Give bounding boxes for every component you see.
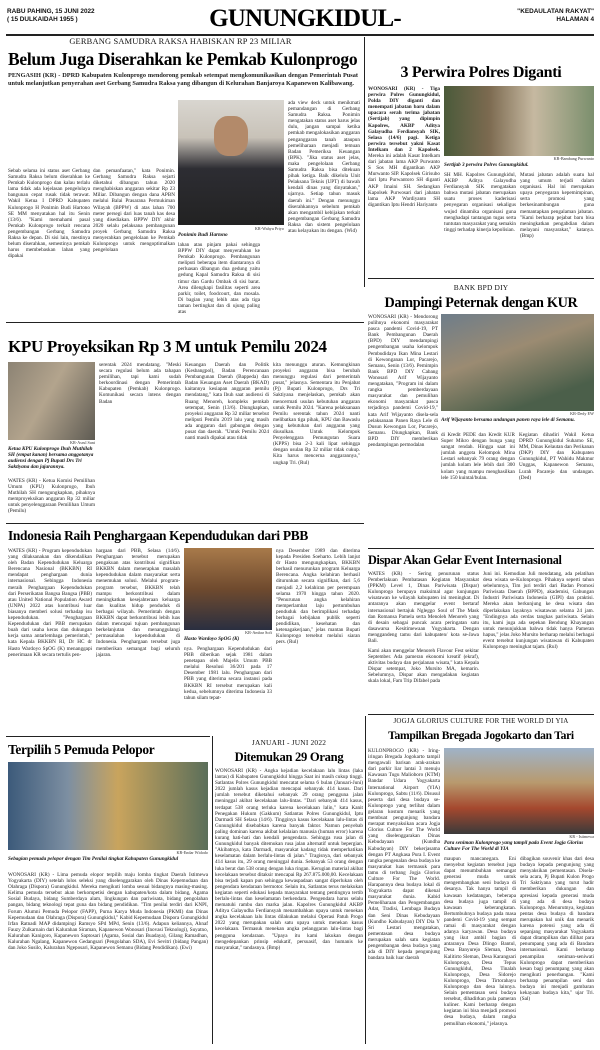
a6-photo	[184, 548, 272, 630]
a1-photo-caption: Ponimin Budi Hartono	[178, 232, 228, 238]
a2-col2: SH MH. Kapolres Gunungkidul, AKBP Aditya Galayudha Ferdiansyah SIK mengatakan bahwa mutasi jabatan merupakan suatu proses kaderisasi penyegaran organisasi sekaligus wujud dinamika organisasi guna menghadapi tantangan tugas serta tuntutan masyarakat yang semakin tinggi terhadap kinerja kepolisian.	[444, 172, 516, 233]
a2-photo-caption: Sertijab 3 perwira Polres Gunungkidul.	[444, 162, 529, 168]
a4-kicker: BANK BPD DIY	[453, 283, 509, 292]
divider-a9-top	[368, 714, 594, 715]
a9-photo	[444, 748, 594, 834]
a2-col1	[368, 86, 440, 272]
a1-photo-credit: KR-Wahyu Priyo	[254, 226, 284, 231]
a8-kicker: JANUARI - JUNI 2022	[251, 738, 327, 747]
divider-a5-top	[368, 548, 594, 549]
a5-headline: Dispar Akan Gelar Event Internasional	[368, 553, 562, 567]
a7-headline: Terpilih 5 Pemuda Pelopor	[8, 742, 155, 757]
a9-col1: KULONPROGO (KR) - Iring-iringan Bregada Jogokarto tampil mengawali barisan arak-arakan dari parkir liar lantai 3 menuju Kawasan Tugu Malioboro (KTM) Bandar Udara Yogyakarta International Airport (YIA) Kulonprogo, Sabtu (11/6). Disusul peserta dari desa budaya se-Kulonprogo yang terlibat dalam gelaran kostum menarik yang membuat pengunjung bandara merapat menyaksikan acara Jogja Glorius Culture For The World yang diselenggarakan Dinas Kebudayaan (Kundha Kabudayan) DIY bekerjasama dengan PT Angkasa Pura I. Event rangka pengenalan desa budaya ke masyarakat luas termasuk para tamu di terbang Jogja Glorius Culture For The World. Harapannya desa budaya lokal di Yogyakarta dapat dikenal masyarakat dunia. Kabid Pemeliharaan dan Pengembangan Adat, Tradisi, Lembaga Budaya dan Seni Dinas Kebudayaan (Kundho Kabudayan) DIY Dia Y Sri Lestari mengatakan, pementasan desa budaya merupakan salah satu kegiatan pengembangan desa budaya yang ada di DIY kepada pengunjung bandara baik luar daerah	[368, 748, 440, 962]
a6-col2: hargaan dari PBB, Selasa (14/6). Penghargaan tersebut merupakan pengakuan atas kontribusi signifikan BKKBN dalam menerapkan masalah kependudukan dalam masyarakat serta menemukan solusi. Melalui program-program tersebut, BKKBN telah mampu berkontribusi dalam meningkatkan kesejahteraan keluarga dan kualitas hidup penduduk di berbagai wilayah. Pemerintah dengan BKKBN dapat berkontribusi lebih luas dalam mencapai tujuan pembangunan berkelanjutan dan menanggulangi permasalahan kependudukan di Indonesia. Penghargaan tersebut juga memberikan semangat bagi seluruh jajaran.	[96, 548, 180, 658]
masthead-right-block	[476, 8, 594, 28]
a1-col2: dan pemanfaatan," kata Ponimin. Gerbang Samudra Raksa sejarti diketahui dibangun tahun 2020 menghabiskan anggaran sekitar Rp 23 Miliar. Dibangun dengan dana APBN melalui Balai Prasarana Permukiman Wilayah (BPPW) di atas lahan 700 meter persegi dari luas tanah kas desa yang disediakan. BPPW DIY akhir 2020 selalu pelaksana pembangunan proyek Gerbang Samudra Raksa menyerahkan pengelolaan ke Pemkab Kulonprogo untuk mengoptimalkan pengelolaan	[93, 168, 175, 254]
a2-col3: Mutasi jabatan adalah suatu hal yang umum terjadi dalam organisasi. Hal ini merupakan upaya penyegaran kepemimpinan, serta promosi yang berkesinambungan guna memantapkan pengalaman jabatan. "Kami berharap pejabat baru bisa meningkatkan pengabdian dalam melayani masyarakat," katanya. (Bmp)	[520, 172, 594, 239]
a9-photo-credit: KR - Istimewa	[569, 834, 594, 839]
a1-lead-text: PENGASIH (KR) - DPRD Kabupaten Kulonprogo mendorong pemkab setempat mengkomunikasikan dengan Pemerintah Pusat untuk melanjutkan penyerahan aset Gerbang Samudra Raksa yang dibangun di Kelurahan Banjaroya Kapanewon Kalibawang.	[8, 72, 358, 88]
a1-col4: ada view deck untuk menikmati pemandangan di Gerbang Samudra Raksa. Ponimin mengatakan status aset harus jelas dulu, jangan sampai ketika pemkab mengalokasikan anggaran penganggaran tanah ataupun pemeliharaan menjadi temuan Badan Pemeriksa Keuangan (BPK). "Jika status aset jelas, maka pengelolaan Gerbang Samudra Raksa bisa ditekuan pihak ketiga. Baik dikelola Unit Pelaksana Teknis (UPT) di bawah kendali dinas yang dinyatakan," ujarnya. Setiap tahun masuk daerah ini." Dengan menunggu diserahkannya sebelum pemkab akan mengambil kebijakan terkait pengembangan Gerbang Samudra Raksa dan sistem pengelolaan atau kelayakan itu dengan. (Wid)	[288, 100, 360, 234]
a2-lead: WONOSARI (KR) - Tiga perwira Polres Gunungkidul, Polda DIY diganti dan menempati jabatan baru dalam upacara serah terima jabatan (Sertijab) yang dipimpin Kapolres, AKBP Aditya Galayudha Ferdiansyah SIK, Selasa (14/6) pagi. Ketiga perwira tersebut yakni Kasat Intelkam dan 2 Kapolsek.	[368, 86, 440, 153]
masthead-date-block	[7, 8, 147, 28]
a3-col2: serentak 2024 mendatang. "Meski secara regulasi belum ada tahapan pemilihan, tapi kami sudah berkoordinasi dengan Pemerintah Kabupaten (Pemkab) Kulonprogo. Komunikasi secara intens dengan Badan	[99, 362, 181, 405]
a9-photo-caption: Para seniman Kulonprogo yang tampil pada Event Jogja Glorius Culture For The World di YIA	[444, 840, 584, 852]
a5-col3: Juni ini. Kemudian Juli mendatang, ada pelatihan desa wisata se-Kulonprogo. Pihaknya seperti tahun sebelumnya, Tim juri terdiri dari Badan Promosi Pariwisata Daerah (BPPD), akademisi, Gabungan Industri Pariwisata Indonesia (GIPI) dan praktisi. Mereka akan berkunjung ke desa wisata dan diperlakukan layaknya wisatawan selama 24 jam. "Endingnya ada cerdas tangkas pariwisata. Selain itu, kami juga ada sepekan Bendung Khayangan untuk menunjukkan bahwa tidak hanya Pameran hapus," jelas Joko Mursito berharap melalui berbagai event tersebut kunjungan wisatawan di Kabupaten Kulonprogo meningkat tajam. (Rul)	[483, 571, 594, 651]
a3-photo-credit: KR-Asrul Sani	[69, 440, 95, 445]
divider-vertical-2	[212, 736, 213, 1044]
a6-col4: nya Desember 1989 dan diterima kepada Presiden Soeharto. Lebih lanjut dr Hasto mengungkapkan, BKKBN berhasil menurunkan program Keluarga Berencana. Angka kelahiran berhasil diturunkan secara signifikan, dari 5,6 menjadi 2,2 kelahiran per perempuan selama 1970 hingga tahun 2020. "Penurunan angka kelahiran memperlambat laju pertumbuhan penduduk dan berimplikasi terhadap berbagai kebijakan publik seperti pendidikan, kesehatan dan ketenagakerjaan," jelas mantan Bupati Kulonprogo tersebut melalui siaran pers. (Rul)	[276, 548, 360, 646]
a1-photo	[178, 100, 284, 225]
a8-headline: Ditemukan 29 Orang	[234, 750, 344, 764]
a9-col2: maupun mancanegara. Eni menyebut kegiatan tersebut juga dapat menumbuhkan semangat generasi muda untuk mengembangkan seni budaya di desanya. Tak hanya tampil di kawasan kedatangan, beberapa desa budaya juga tampil di kawasan keberangkatan. Bertumbuhnya budaya pada masa pandemi Covid-19 yang sempat ramai di masyarakat dengan adanya karyawan. Desa budaya yang ikut ambil bagian di antaranya Desa Dlingo Bantul, Desa Banyurejo Sleman, Desa Kalitirto Sleman, Desa Karangsari Kulonprogo, Desa Tepus Gunungkidul, Desa Tinalah Kulonprogo, Desa Sidorejo Kulonprogo, Desa Tirtorahayu Kulonprogo dan desa lainnya. Selain pementasan seni budaya tersebut, dihadirkan pula pameran kuliner. Kami berharap dengan kegiatan ini bisa menjadi promosi desa budaya, dalam rangka pemulihan ekonomi," jelasnya.	[444, 856, 516, 1027]
a7-photo	[8, 762, 208, 850]
a2-col1-text: Mereka ini adalah Kasat Intelkam dari jabatan lama AKP Purwanto S Sos MH digantikan AKP Murwanto SIP. Kapolsek Girisubo dari Iptu Purwantoro SH diganti AKP Imaini SH. Sedangkan Kapolsek Purwosari dari jabatan lama AKP Wardiyanto SH digantikan Iptu Hendri Hariyanto	[368, 153, 440, 208]
a3-photo-caption: Ketua KPU Kulonprogo Ibuh Muthilah SH (empat kanan) bersama anggotanya audiensi dengan Pj Bupati Drs Tri Saktiyana dan jajarannya.	[8, 446, 94, 470]
a5-col2: Kami akan menggelar Menoreh Flavour Fest sekitar September. Ada pameran ekonomi kreatif (ekraf), aktivitas budaya dan perjalanan wisata," kata Kepala Dispar setempat, Joko Mursito MA, kemarin. Sebelumnya, Dispar akan mengadakan kegiatan skala lokal, Fam Trip Difabel pada	[368, 648, 479, 685]
a9-col3: dibagikan souvenir khas dari desa budaya kepada pengunjung yang menyaksikan pementasan. Disela-sela acara, Pj Bupati Kulon Progo Tri Saktiyana yang turut hadir memberikan dukungan dan apresiasi kepada generasi muda yang ada di desa budaya Kulonprogo. Menurutnya, kegiatan pentas desa budaya di bandara merupakan hal unik dan menarik karena potensi yang ada di sepanjang masyarakat Yogyakarta dapat ditampilkan dan dilihat para penumpang yang ada di Bandara internasional. Kami berharap penampilan seniman-seniwati Kulonprogo dapat memberikan kesan bagi penumpang yang akan mengikuti penerbangan. "Kami berharap penampilan seni dan budaya ini menjadi gambaran kekayaan budaya kita," ujar Tri. (Sal)	[520, 856, 594, 1003]
divider-a7-top	[6, 736, 210, 737]
a4-col1: WONOSARI (KR) - Mendorong pulihnya ekonomi masyarakat pasca pandemi Covid-19, PT Bank Pembangunan Daerah (BPD) DIY mendampingi pengembangan usaha kelompok Pembudidaya Ikan Mina Lestari di Kewonganan Lor, Pacarejo, Semanu, Senin (13/6). Pemimpin Bank BPD DIY Cabang Wonosari Arif Wijayanto mengatakan, "Program ini dalam rangka pemberdayaan masyarakat dan pemulihan ekonomi masyarakat pasca terjadinya pandemi Covid-19," kata Arif Wijayanto disela-sela pelaksanaan Panen Raya Lele di Dusun Kewongan Lor, Pacarejo, Semanu. Diungkapkan, Bank BPD DIY memberikan pendampingan permodalan	[368, 314, 438, 448]
a5-col1: WATES (KR) - Sering penurunan status Pemberlakuan Pembatasan Kegiatan Masyarakat (PPKM) Level 1, Dinas Pariwisata (Dispar) Kulonprogo berupaya maksimal agar kunjungan wisatawan ke wilayah kabupaten ini meningkat. Di antaranya akan menggelar event bertaraf internasional bertajuk Ngleggo Soul of The Mask dan Romansa Pamela serta Menoleh Menoreh yang di desain sebagai puncak acara peringatan satu dasawarsa Kesitimewaan Yogyakarta. Dengan menggandeng tamu dari kabupaten/ kota se-Jawa Bali.	[368, 571, 479, 645]
a6-photo-caption: Hasto Wardoyo SpOG (K)	[184, 636, 240, 642]
a1-photo-face	[214, 116, 248, 156]
a3-photo	[8, 362, 95, 440]
a7-body: WONOSARI (KR) - Lima pemuda elopor terpilih maju lomba tingkat Daerah Istimewa Yogyakarta (DIY) setelah lolos seleksi yang diselenggarakan oleh Dinas Kepemudaan dan Olahraga (Dispora) Gunungkidul. Mereka mengikuti lomba sesuai bidangnya masing-masing. Kelima pemuda tersebut akan berkompetisi dengan kabupaten/kota dalam bidang, Agama Sosial Budaya, bidang Sumberdaya alam, lingkungan dan pariwisata, bidang pengolahan pangan, bidang teknologi tepat guna dan bidang pendidikan. "Tim penilai terdiri dari KNPI, Forum Alumni Pemuda Pelopor (FAPP), Purna Karya Muda Indonesia (PKMI) dan Dinas Kepemudaan dan Olahraga (Dispora) Gunungkidul," Kabid Kepemudaan Dispora Gunungkidul Irfan Ratnadi MAP didampingi Ramsyo SPd MPd, Senin (13/6). Adapun keliannya, Ahnaf Fauzy Zulkarnain dari Kalurahan Siraman, Kapanewon Wonosari (Inovasi Teknologi), Suyatno, Kalurahan Kanigoro, Kapanewon Saptosari (Agama, Sosial dan Buadaya), Gilang Ramadhan, Kalurahan Ngalang, Kapanewon Gedangsari (Pengolahan SDA), Evi Sevitri (bidang Pangan) dan Joko Susilo, Kalurahan Ngeposari, Kapanewon Semanu (Bidang Pendidikan). (Ewi)	[8, 872, 208, 952]
a8-body: WONOSARI (KR) - Angka kejadian kecelakaan lalu lintas (laka lantas) di Kabupaten Gunungkidul hingga Saat ini masih cukup tinggi. Satlantas Polres Gunungkidul mencatat selama 6 bulan (Januari-Juni) 2022 jumlah kasus kejadian mencapai sebanyak 414 kasus. Dari jumlah tersebut diketahui sebanyak 29 orang pengguna jalan meninggal akibat kecelakaan lalu-lintas. "Dari sebanyak 414 kasus, terdapat 538 orang terluka karena kecelakaan lalin," kata Kanit Penegakan Hukum (Gakkum) Satlantas Polres Gunungkidul, Iptu Darmadi SH Selasa (14/6). Tingginya kasus kecelakaan lalu-lintas di Gunungkidul disebabkan karena banyak faktor. Namun penyebab paling dominan karena akibat kelalaian manusia (human error) karena kurang hati-hati dan kendali pengendara. Sehingga rusa jalan di Gunungkidul banyak ditemukan rusa jalan alternatif untuk bepergian. "Akibatnya, kata Darmadi, masyarakat kadang tidak memperhatikan keselamatan dalam berlalu-lintas di jalan." Tragisnya, dari sebanyak 414 kasus itu, 29 orang meninggal dunia. Sebanyak 53 orang dengan luka berat dan 538 orang dengan luka ringan. Kerugian material akibat kecelakaan tersebut ditaksir mencapai Rp 267.875.000,00. Kecelakaan bisa terjadi kapan pun sehingga kewaspadaan sangat diperlukan oleh pengendara kendaraan bermotor. Selain itu, Satlantas terus melakukan kegiatan seperti edukasi kepada masyarakat tentang pentingnya tertib berlalu-lintas dan keselamatan berkendara. Pengendara harus selalu mematuhi rambu dan marka jalan. Kapolres Gunungkidul AKBP Aditya Galayudha Ferdiansyah menambahkan upaya untuk menekan angka kecelakaan lalu lintas dilakukan melalui Operasi Patuh Progo 2022 yang merupakan salah satu upaya untuk menekan kasus kecelakaan. Termasuk menekan angka pelanggaran lalu-lintas bagi pengguna kendaraan. "Upaya itu kami lakukan dengan mengedepankan prinsip edukatif, persuasif, dan humanis ke masyarakat," tandasnya. (Bmp)	[215, 768, 363, 951]
a6-photo-credit: KR-Ambar Sofi	[245, 630, 272, 635]
a3-col4: kita menunggu aturan. Kemungkinan proyeksi anggaran bisa berubah menunggu regulasi dari pemerintah pusat," jelasnya. Sementara itu Penjabat (Pj) Bupati Kulonprogo, Drs Tri Saktiyana menjelaskan, pemkab akan mencermati usulan kebutuhan anggaran untuk Pemilu 2024. "Karena pelaksanaan Pemilu serentak tahun 2024 nanti melibatkan tiga pihak, KPU dan Bawaslu yang kebutuhan dari anggaran yang diusulkan. Untuk Kelompok Penyelenggara Pemungutan Suara (KPPS) bisa 2-3 kali lipat sehingga dengan usulan Rp 32 miliar tidak cukup. Kita harus mencerna anggarannya," ungkap Tri. (Rul)	[273, 362, 360, 466]
a7-photo-caption: Sebagian pemuda pelopor dengan Tim Penilai tingkat Kabupaten Gunungkidul	[8, 856, 179, 862]
divider-vertical-1	[364, 37, 365, 287]
a3-col1: WATES (KR) - Ketua Komisi Pemilihan Umum (KPU) Kulonprogo, Ibuh Muthilah SH mengungkapkan, pihaknya memproyeksikan anggaran Rp 32 miliar untuk penyelenggaraan Pemilihan Umum (Pemilu)	[8, 478, 95, 515]
a9-kicker: JOGJA GLORIUS CULTURE FOR THE WORLD DI YIA	[393, 717, 569, 725]
divider-a3-top	[6, 322, 364, 323]
masthead-date-hijri: ( 15 DULKAIDAH 1955 )	[7, 16, 78, 23]
masthead-rule	[6, 34, 594, 36]
a1-kicker: GERBANG SAMUDRA RAKSA HABISKAN RP 23 MILIAR	[69, 37, 292, 46]
a4-headline: Dampingi Peternak dengan KUR	[384, 295, 578, 311]
a4-photo-caption: Arif Wijayanto bersama undangan panen raya lele di Semanu.	[441, 417, 575, 423]
masthead-brand: "KEDAULATAN RAKYAT"	[517, 8, 594, 15]
masthead-page: HALAMAN 4	[556, 16, 594, 23]
a4-photo-credit: KR-Dedy EW	[570, 411, 594, 416]
divider-vertical-3	[365, 716, 366, 1044]
a9-headline: Tampilkan Bregada Jogokarto dan Tari	[388, 729, 574, 742]
a6-headline: Indonesia Raih Penghargaan Kependudukan dari PBB	[8, 528, 308, 543]
a1-headline: Belum Juga Diserahkan ke Pemkab Kulonprogo	[8, 49, 358, 69]
a2-photo-credit: KR-Bambang Purwanto	[553, 156, 594, 161]
a2-headline: 3 Perwira Polres Diganti	[400, 64, 562, 81]
a3-col3: Keuangan Daerah dan Politik (Kesbangpol), Badan Perencanaan Pembangunan Daerah (Bappeda) dan Badan Keuangan Aset Daerah (BKAD) kaitannya kesiapan anggaran pemilu mendatang," kata Ibuh saat audiensi di Ruang Menoreh, kompleks pemkab setempat, Senin (13/6). Diungkapkan, proyeksi anggaran Rp 32 miliar tersebut meliputi Pemilu 2019 lalu yang masih ada anggaran dari gabungan dengan pusat dan daerah. "Untuk Pemilu 2024 nanti masih dipakai atau tidak	[185, 362, 269, 442]
a1-col3: lahan atau pinjam pakai sehingga BPPW DIY dapat menyerahkan ke Pemkab Kulonprogo. Pembangunan meliputi beberapa item diantaranya di perluasan dibangun dua gedung yaitu gedung Kapal Samudra Raksa di sisi timur dan Gardu Ombak di sisi barat. Area dilengkapi fasilitas seperti area parkir, toilet, foodcourt, dan mosala. Di bagian yang lebih atas ada tiga taman bertingkat dan di ujung paling atas	[178, 242, 260, 316]
masthead-date: RABU PAHING, 15 JUNI 2022	[7, 8, 95, 15]
masthead-title: GUNUNGKIDUL-	[209, 5, 401, 32]
a4-photo	[441, 314, 594, 411]
a3-headline: KPU Proyeksikan Rp 3 M untuk Pemilu 2024	[8, 337, 327, 356]
divider-a6-top	[6, 523, 364, 524]
a6-col1: WATES (KR) - Program kependudukan yang dilaksanakan dan dikendalikan oleh Badan Kependudukan Keluarga Berencana Nasional (BKKBN) RI mendapat penghargaan dunia internasional. Sebingga Indonesia meraih Penghargaan Kependudukan dari Perserikatan Bangsa Bangsa (PBB) atau United National Population Award (UNPA) 2022 atas kontribusi luar biasanya memberi solusi terhadap isu kependudukan. "Penghargaan Kependudukan dari PBB merupakan buah dari usaha keras dan dukungan kerja sama antarlembaga pemerintah," kata Kepala BKKBN RI, Dr HC dr Hasto Wardoyo SpOG (K) menanggapi penerimaan KR secara tertulis pen-	[8, 548, 92, 658]
a4-col3: Kegiatan dihadiri Wakil Ketua DPRD Gunungkidul Suharno SE, MM, Dinas Kelautan dan Perikanan (DKP) DIY dan Kabupaten Gunungkidul, PT Wahidu Makmur Unggas, Kapanewon Semanu, Lurah Pacarejo dan undangan. (Ded)	[519, 432, 594, 481]
divider-a4-top	[368, 278, 594, 279]
a1-col1: Sebab selama ini status aset Gerbang Samudra Raksa belum diserahkan ke Pemkab Kulonprogo dan kalau terlalu lama tidak ada kejelasan pengelolaya bangunan cepat rusak tidak terawat. Wakil Ketua I DPRD Kabupaten Kulonprogo H Ponimin Budi Hartono SE MM menyatakan hal itu Senin (13/6). "Kami memahami pasal Pemkab Kulonprogo terkait rencana pengembangan Gerbang Samudra Raksa ke depan. Di sisi lain, mestinya belum diserahkan, semestinya pemkab harus membebaskan lahan yang dipakai	[8, 168, 90, 260]
a4-col2: di Kredit PEDE dan Kredit KUR Super Mikro dengan bunga yang sangat rendah. Hingga saat ini jumlah anggota Kelompok Mina Lestari sebanyak 79 orang dengan jumlah kolam lele lebih dari 300 kolam yang mampu menghasilkan lele 150 kuintal/bulan.	[441, 432, 515, 481]
a6-col3: nya. Penghargaan Kependudukan dari PBB diberikan sejak 1981 dalam penetapan oleh Majelis Umum PBB melalui Resolusi 36/201 pada 17 Desember 1981 lalu. Penghargaan dari PBB yang diterima secara instansi pada BKKBN RI tersebut merupakan kali kedua, sebelumnya diterima Indonesia 33 tahun silam tepat-	[184, 646, 272, 701]
a2-photo	[444, 86, 594, 156]
a7-photo-credit: KR-Endar Widodo	[176, 850, 208, 855]
